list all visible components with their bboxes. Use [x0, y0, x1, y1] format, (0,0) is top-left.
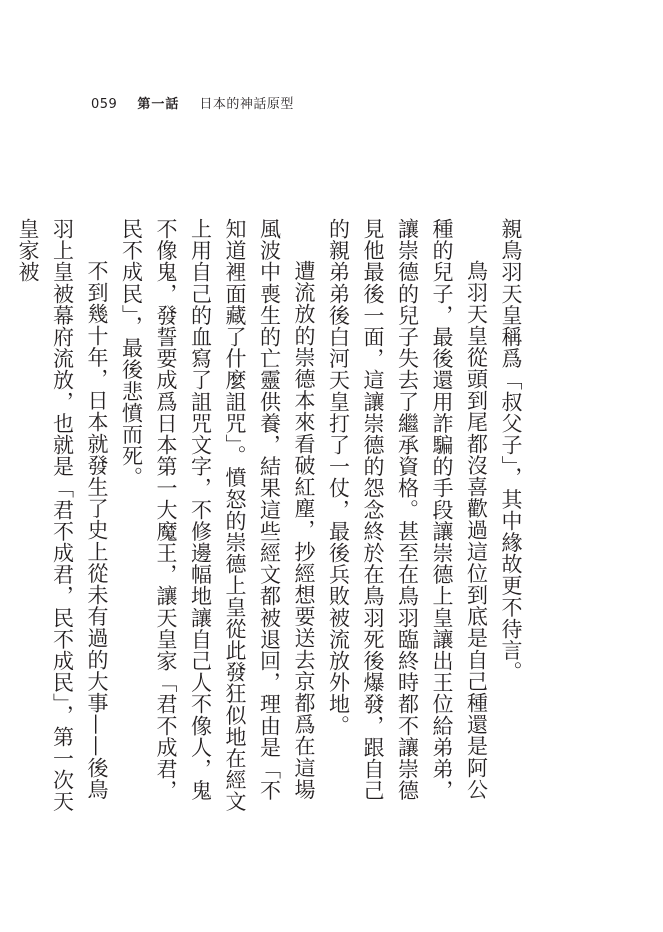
paragraph-2: 鳥羽天皇從頭到尾都沒喜歡過這位到底是自己種還是阿公種的兒子，最後還用詐騙的手段讓崇德上皇讓出王位給弟弟，讓崇德的兒子失去了繼承資格。甚至在鳥羽臨終時都不讓崇德見他最後一面，這讓崇德的怨念終於在鳥羽死後爆發，跟自己的親弟弟後白河天皇打了一仗，最後兵敗被流放外地。	[326, 218, 489, 802]
paragraph-4: 不到幾十年，日本就發生了史上從未有過的大事——後鳥羽上皇被幕府流放，也就是「君不成君，民不成民」，第一次天皇家被	[16, 218, 109, 813]
chapter-title: 日本的神話原型	[199, 97, 294, 112]
running-header	[91, 93, 294, 113]
paragraph-1: 親鳥羽天皇稱爲「叔父子」，其中緣故更不待言。	[499, 218, 523, 683]
chapter-label: 第一話	[137, 97, 180, 112]
page-number: 059	[91, 97, 118, 112]
vertical-body-text	[11, 218, 529, 816]
paragraph-3: 遭流放的崇德本來看破紅塵，抄經想要送去京都爲在這場風波中喪生的亡靈供養，結果這些經文都被退回，理由是「不知道裡面藏了什麼詛咒」。憤怒的崇德上皇從此發狂似地在經文上用自己的血寫了詛咒文字，不修邊幅地讓自己人不像人，鬼不像鬼，發誓要成爲日本第一大魔王，讓天皇家「君不成君，民不成民」，最後悲憤而死。	[119, 218, 316, 813]
